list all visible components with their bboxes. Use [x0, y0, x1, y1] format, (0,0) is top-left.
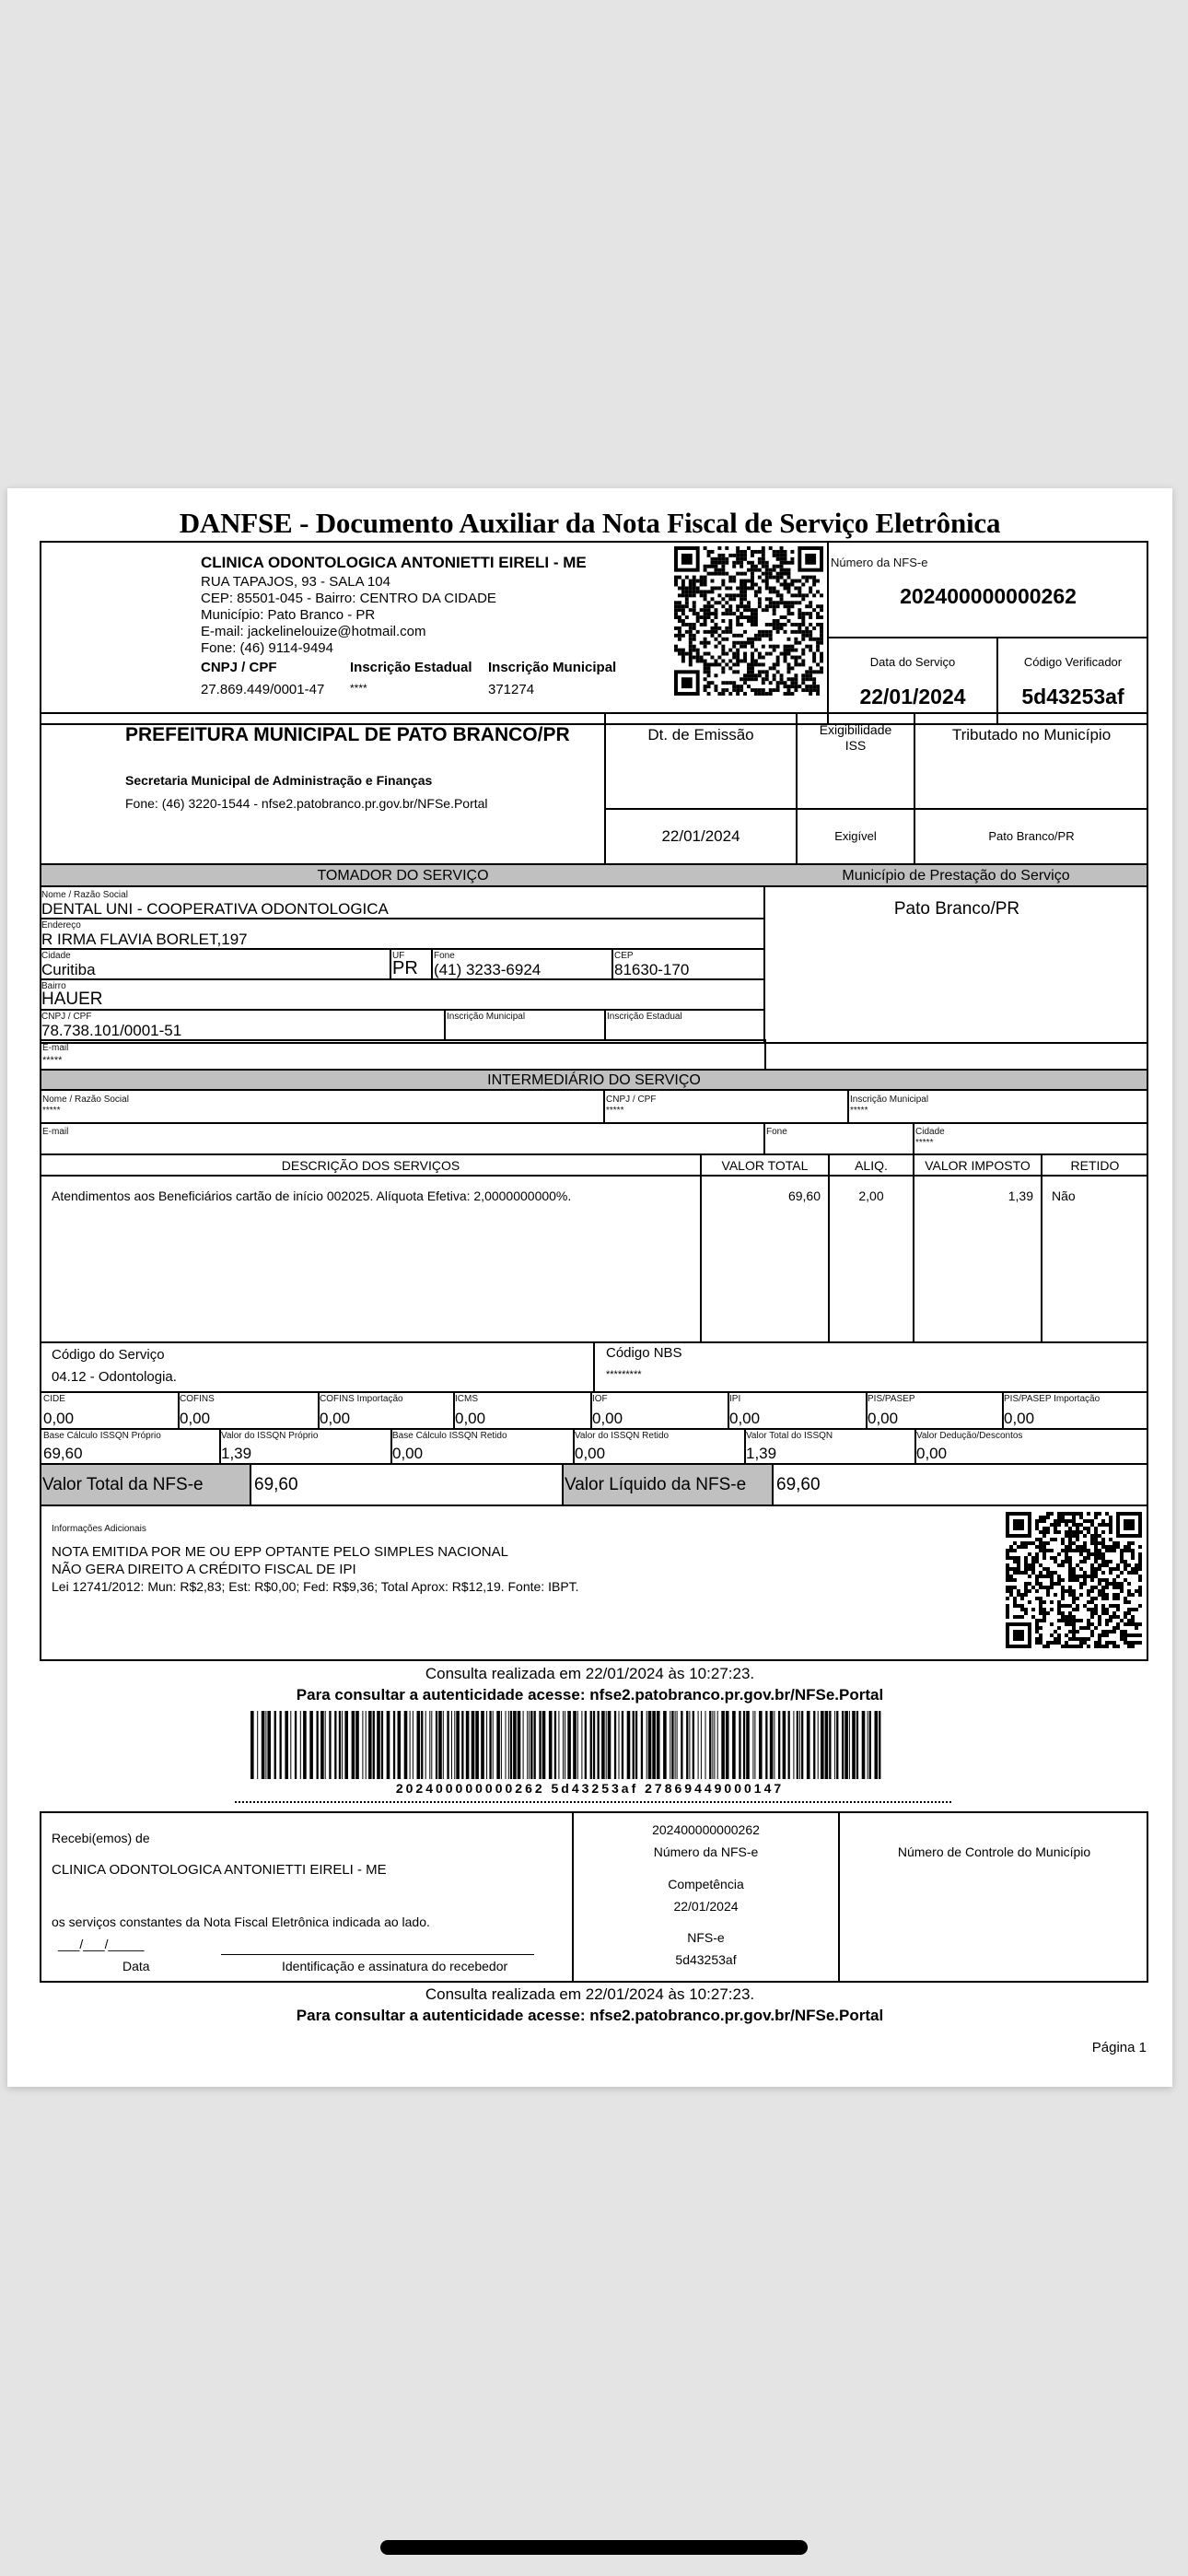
divider: [847, 1091, 849, 1122]
tax-value: 0,00: [392, 1445, 424, 1462]
servicos-table: [40, 1153, 1148, 1343]
recibo-data-label: Data: [122, 1959, 150, 1973]
tax-label: COFINS: [180, 1394, 215, 1404]
divider: [838, 1812, 840, 1982]
tomador-nome-label: Nome / Razão Social: [41, 890, 128, 900]
cut-line: [235, 1801, 951, 1803]
divider: [913, 1154, 914, 1342]
recibo-controle-label: Número de Controle do Município: [897, 1844, 1091, 1859]
page-number: Página 1: [1091, 2040, 1147, 2055]
exigibilidade-label-line2: ISS: [844, 738, 867, 753]
tax-value: 0,00: [43, 1410, 75, 1427]
consulta-realizada: Consulta realizada em 22/01/2024 às 10:27:23.: [425, 1665, 755, 1682]
tax-value: 0,00: [868, 1410, 899, 1427]
tomador-cep-label: CEP: [614, 951, 634, 961]
recibo-servicos-texto: os serviços constantes da Nota Fiscal Eletrônica indicada ao lado.: [52, 1914, 430, 1929]
tax-value: 0,00: [455, 1410, 486, 1427]
intermediario-fone-label: Fone: [766, 1127, 787, 1137]
qr-code-icon: [674, 546, 823, 696]
tax-value: 0,00: [575, 1445, 606, 1462]
prestador-ie-label: Inscrição Estadual: [350, 660, 472, 675]
tomador-cnpj-label: CNPJ / CPF: [41, 1012, 92, 1022]
dt-emissao-label: Dt. de Emissão: [647, 726, 754, 744]
divider: [828, 1154, 830, 1342]
tax-value: 0,00: [180, 1410, 211, 1427]
divider: [604, 1010, 606, 1039]
codigo-servico-label: Código do Serviço: [52, 1347, 165, 1363]
tomador-email-label: E-mail: [42, 1043, 69, 1053]
recibo-nfse-label: NFS-e: [687, 1930, 725, 1945]
divider: [41, 1009, 764, 1011]
tomador-email-row: [40, 1039, 766, 1071]
codigo-servico: 04.12 - Odontologia.: [52, 1369, 177, 1385]
divider: [593, 1342, 595, 1392]
divider: [1041, 1154, 1042, 1342]
tax-label: COFINS Importação: [320, 1394, 403, 1404]
valor-total-label: Valor Total da NFS-e: [42, 1475, 204, 1494]
autenticidade-link-bottom[interactable]: Para consultar a autenticidade acesse: nfse2.patobranco.pr.gov.br/NFSe.Portal: [296, 2007, 884, 2024]
divider: [41, 1175, 1147, 1177]
prestador-municipio: Município: Pato Branco - PR: [201, 607, 376, 623]
data-servico: 22/01/2024: [859, 685, 966, 708]
tax-label: ICMS: [455, 1394, 478, 1404]
recibo-assinatura-label: Identificação e assinatura do recebedor: [282, 1959, 508, 1973]
tomador-nome: DENTAL UNI - COOPERATIVA ODONTOLOGICA: [41, 900, 389, 918]
exigibilidade-value: Exigível: [834, 829, 877, 843]
tomador-endereco-label: Endereço: [41, 920, 81, 931]
intermediario-cidade: *****: [915, 1138, 934, 1148]
tax-label: Valor do ISSQN Retido: [575, 1431, 670, 1441]
tributado-label: Tributado no Município: [951, 726, 1112, 744]
barcode-icon: [250, 1711, 884, 1779]
divider: [41, 918, 764, 919]
tax-label: CIDE: [43, 1394, 65, 1404]
divider: [996, 638, 998, 724]
prestador-im-label: Inscrição Municipal: [488, 660, 617, 675]
tomador-box: [40, 863, 1148, 1044]
codigo-verificador-label: Código Verificador: [1023, 655, 1123, 669]
prestador-cnpj-label: CNPJ / CPF: [201, 660, 277, 675]
servico-aliq: 2,00: [858, 1188, 884, 1203]
divider: [827, 637, 1147, 638]
intermediario-cnpj: *****: [606, 1106, 624, 1116]
divider: [431, 949, 433, 978]
tomador-cep: 81630-170: [614, 961, 690, 978]
autenticidade-link[interactable]: Para consultar a autenticidade acesse: nfse2.patobranco.pr.gov.br/NFSe.Portal: [296, 1686, 884, 1704]
col-header-descricao: DESCRIÇÃO DOS SERVIÇOS: [281, 1158, 460, 1173]
nfse-numero-label: Número da NFS-e: [831, 556, 928, 569]
tax-label: PIS/PASEP Importação: [1004, 1394, 1101, 1404]
tax-value: 1,39: [221, 1445, 252, 1462]
tax-value: 0,00: [916, 1445, 948, 1462]
danfse-page: [7, 488, 1172, 2087]
tax-value: 0,00: [320, 1410, 351, 1427]
intermediario-section-title: INTERMEDIÁRIO DO SERVIÇO: [487, 1072, 701, 1088]
info-line-3: Lei 12741/2012: Mun: R$2,83; Est: R$0,00; Fed: R$9,36; Total Aprox: R$12,19. Fonte: IBPT.: [52, 1579, 579, 1594]
codigo-nbs-label: Código NBS: [606, 1345, 682, 1361]
divider: [41, 1122, 1147, 1124]
col-header-retido: RETIDO: [1070, 1158, 1120, 1173]
prefeitura-name: PREFEITURA MUNICIPAL DE PATO BRANCO/PR: [125, 724, 570, 745]
servico-valor-total: 69,60: [787, 1188, 821, 1203]
tomador-cidade-label: Cidade: [41, 951, 71, 961]
prestador-cnpj: 27.869.449/0001-47: [201, 682, 325, 697]
codigo-nbs: *********: [606, 1369, 642, 1380]
tax-label: Base Cálculo ISSQN Retido: [392, 1431, 507, 1441]
recibo-codigo: 5d43253af: [675, 1952, 737, 1967]
tax-label: Valor Dedução/Descontos: [916, 1431, 1023, 1441]
tax-label: Valor do ISSQN Próprio: [221, 1431, 319, 1441]
codigo-verificador: 5d43253af: [1021, 685, 1124, 708]
intermediario-cidade-label: Cidade: [915, 1127, 945, 1137]
divider: [41, 978, 764, 980]
tomador-fone-label: Fone: [434, 951, 455, 961]
signature-line: [221, 1954, 534, 1955]
tax-value: 0,00: [729, 1410, 761, 1427]
info-line-1: NOTA EMITIDA POR ME OU EPP OPTANTE PELO SIMPLES NACIONAL: [52, 1544, 508, 1560]
prestador-ie: ****: [350, 682, 367, 695]
recibo-numero-label: Número da NFS-e: [653, 1844, 759, 1859]
recibo-recebi: Recebi(emos) de: [52, 1831, 150, 1845]
divider: [700, 1154, 702, 1342]
qr-code-icon: [1006, 1512, 1142, 1648]
prestador-fone: Fone: (46) 9114-9494: [201, 640, 333, 656]
tomador-endereco: R IRMA FLAVIA BORLET,197: [41, 931, 248, 948]
prestador-cep-bairro: CEP: 85501-045 - Bairro: CENTRO DA CIDADE: [201, 591, 496, 606]
valor-liquido-label: Valor Líquido da NFS-e: [565, 1475, 747, 1494]
municipio-prestacao-extension: [764, 1042, 1148, 1071]
prefeitura-contato: Fone: (46) 3220-1544 - nfse2.patobranco.pr.gov.br/NFSe.Portal: [125, 796, 488, 811]
dt-emissao: 22/01/2024: [661, 827, 740, 845]
valor-liquido: 69,60: [776, 1475, 821, 1494]
servico-descricao: Atendimentos aos Beneficiários cartão de início 002025. Alíquota Efetiva: 2,0000000000%.: [52, 1188, 572, 1203]
prefeitura-secretaria: Secretaria Municipal de Administração e Finanças: [125, 773, 433, 788]
col-header-valor-total: VALOR TOTAL: [721, 1158, 809, 1173]
info-adicionais-label: Informações Adicionais: [52, 1524, 146, 1534]
prestador-im: 371274: [488, 682, 535, 697]
intermediario-nome-label: Nome / Razão Social: [42, 1095, 129, 1105]
divider: [444, 1010, 446, 1039]
divider: [41, 948, 764, 950]
qr-finder: [805, 554, 816, 565]
servico-retido: Não: [1052, 1188, 1076, 1203]
intermediario-im-label: Inscrição Municipal: [850, 1095, 929, 1105]
tax-value: 69,60: [43, 1445, 83, 1462]
qr-finder: [1124, 1519, 1135, 1530]
divider: [913, 1124, 914, 1153]
tomador-cidade: Curitiba: [41, 961, 96, 978]
tomador-uf-label: UF: [392, 951, 405, 961]
recibo-prestador: CLINICA ODONTOLOGICA ANTONIETTI EIRELI - ME: [52, 1862, 387, 1878]
tax-value: 1,39: [746, 1445, 777, 1462]
prestador-address: RUA TAPAJOS, 93 - SALA 104: [201, 574, 390, 590]
divider: [763, 1124, 765, 1153]
nfse-numero: 202400000000262: [900, 584, 1077, 608]
tomador-fone: (41) 3233-6924: [434, 961, 542, 978]
qr-finder: [1013, 1630, 1024, 1641]
qr-finder: [681, 677, 693, 688]
valor-total: 69,60: [254, 1475, 298, 1494]
home-indicator[interactable]: [380, 2540, 808, 2555]
recibo-competencia: 22/01/2024: [673, 1899, 739, 1914]
divider: [611, 949, 613, 978]
exigibilidade-label: [798, 722, 914, 754]
divider: [390, 949, 391, 978]
intermediario-cnpj-label: CNPJ / CPF: [606, 1095, 657, 1105]
tax-label: Base Cálculo ISSQN Próprio: [43, 1431, 161, 1441]
col-header-aliq: ALIQ.: [855, 1158, 888, 1173]
tax-label: IPI: [729, 1394, 741, 1404]
qr-finder: [681, 554, 693, 565]
servico-valor-imposto: 1,39: [1007, 1188, 1033, 1203]
info-line-2: NÃO GERA DIREITO A CRÉDITO FISCAL DE IPI: [52, 1562, 356, 1577]
document-title: DANFSE - Documento Auxiliar da Nota Fiscal de Serviço Eletrônica: [179, 507, 1001, 539]
divider: [604, 808, 1147, 810]
tomador-ie-label: Inscrição Estadual: [607, 1012, 682, 1022]
qr-finder: [1013, 1519, 1024, 1530]
recibo-numero: 202400000000262: [652, 1822, 760, 1837]
data-servico-label: Data do Serviço: [869, 655, 956, 669]
recibo-data-blank: ___/___/_____: [58, 1937, 145, 1951]
prestador-email: E-mail: jackelinelouize@hotmail.com: [201, 624, 426, 639]
municipio-prestacao-title: Município de Prestação do Serviço: [842, 868, 1070, 884]
intermediario-im: *****: [850, 1106, 868, 1116]
tax-value: 0,00: [592, 1410, 623, 1427]
tomador-bairro: HAUER: [41, 989, 103, 1009]
tomador-bairro-label: Bairro: [41, 981, 66, 991]
intermediario-nome: *****: [42, 1106, 61, 1116]
prestador-name: CLINICA ODONTOLOGICA ANTONIETTI EIRELI - ME: [201, 554, 587, 571]
intermediario-email-label: E-mail: [42, 1127, 69, 1137]
divider: [603, 1091, 605, 1122]
tax-value: 0,00: [1004, 1410, 1035, 1427]
consulta-realizada-bottom: Consulta realizada em 22/01/2024 às 10:27:23.: [425, 1985, 755, 2003]
recibo-competencia-label: Competência: [668, 1877, 744, 1891]
tax-label: Valor Total do ISSQN: [746, 1431, 833, 1441]
tomador-uf: PR: [392, 958, 418, 978]
barcode-text: 202400000000262 5d43253af 27869449000147: [395, 1781, 785, 1796]
tomador-section-title: TOMADOR DO SERVIÇO: [317, 868, 489, 884]
tributado-value: Pato Branco/PR: [988, 829, 1075, 843]
tax-label: PIS/PASEP: [868, 1394, 915, 1404]
tomador-im-label: Inscrição Municipal: [447, 1012, 526, 1022]
tax-label: IOF: [592, 1394, 608, 1404]
exigibilidade-label-line1: Exigibilidade: [819, 722, 892, 737]
municipio-prestacao-value: Pato Branco/PR: [893, 899, 1020, 919]
tomador-email: *****: [42, 1055, 63, 1066]
tomador-cnpj: 78.738.101/0001-51: [41, 1022, 182, 1039]
col-header-valor-imposto: VALOR IMPOSTO: [925, 1158, 1031, 1173]
